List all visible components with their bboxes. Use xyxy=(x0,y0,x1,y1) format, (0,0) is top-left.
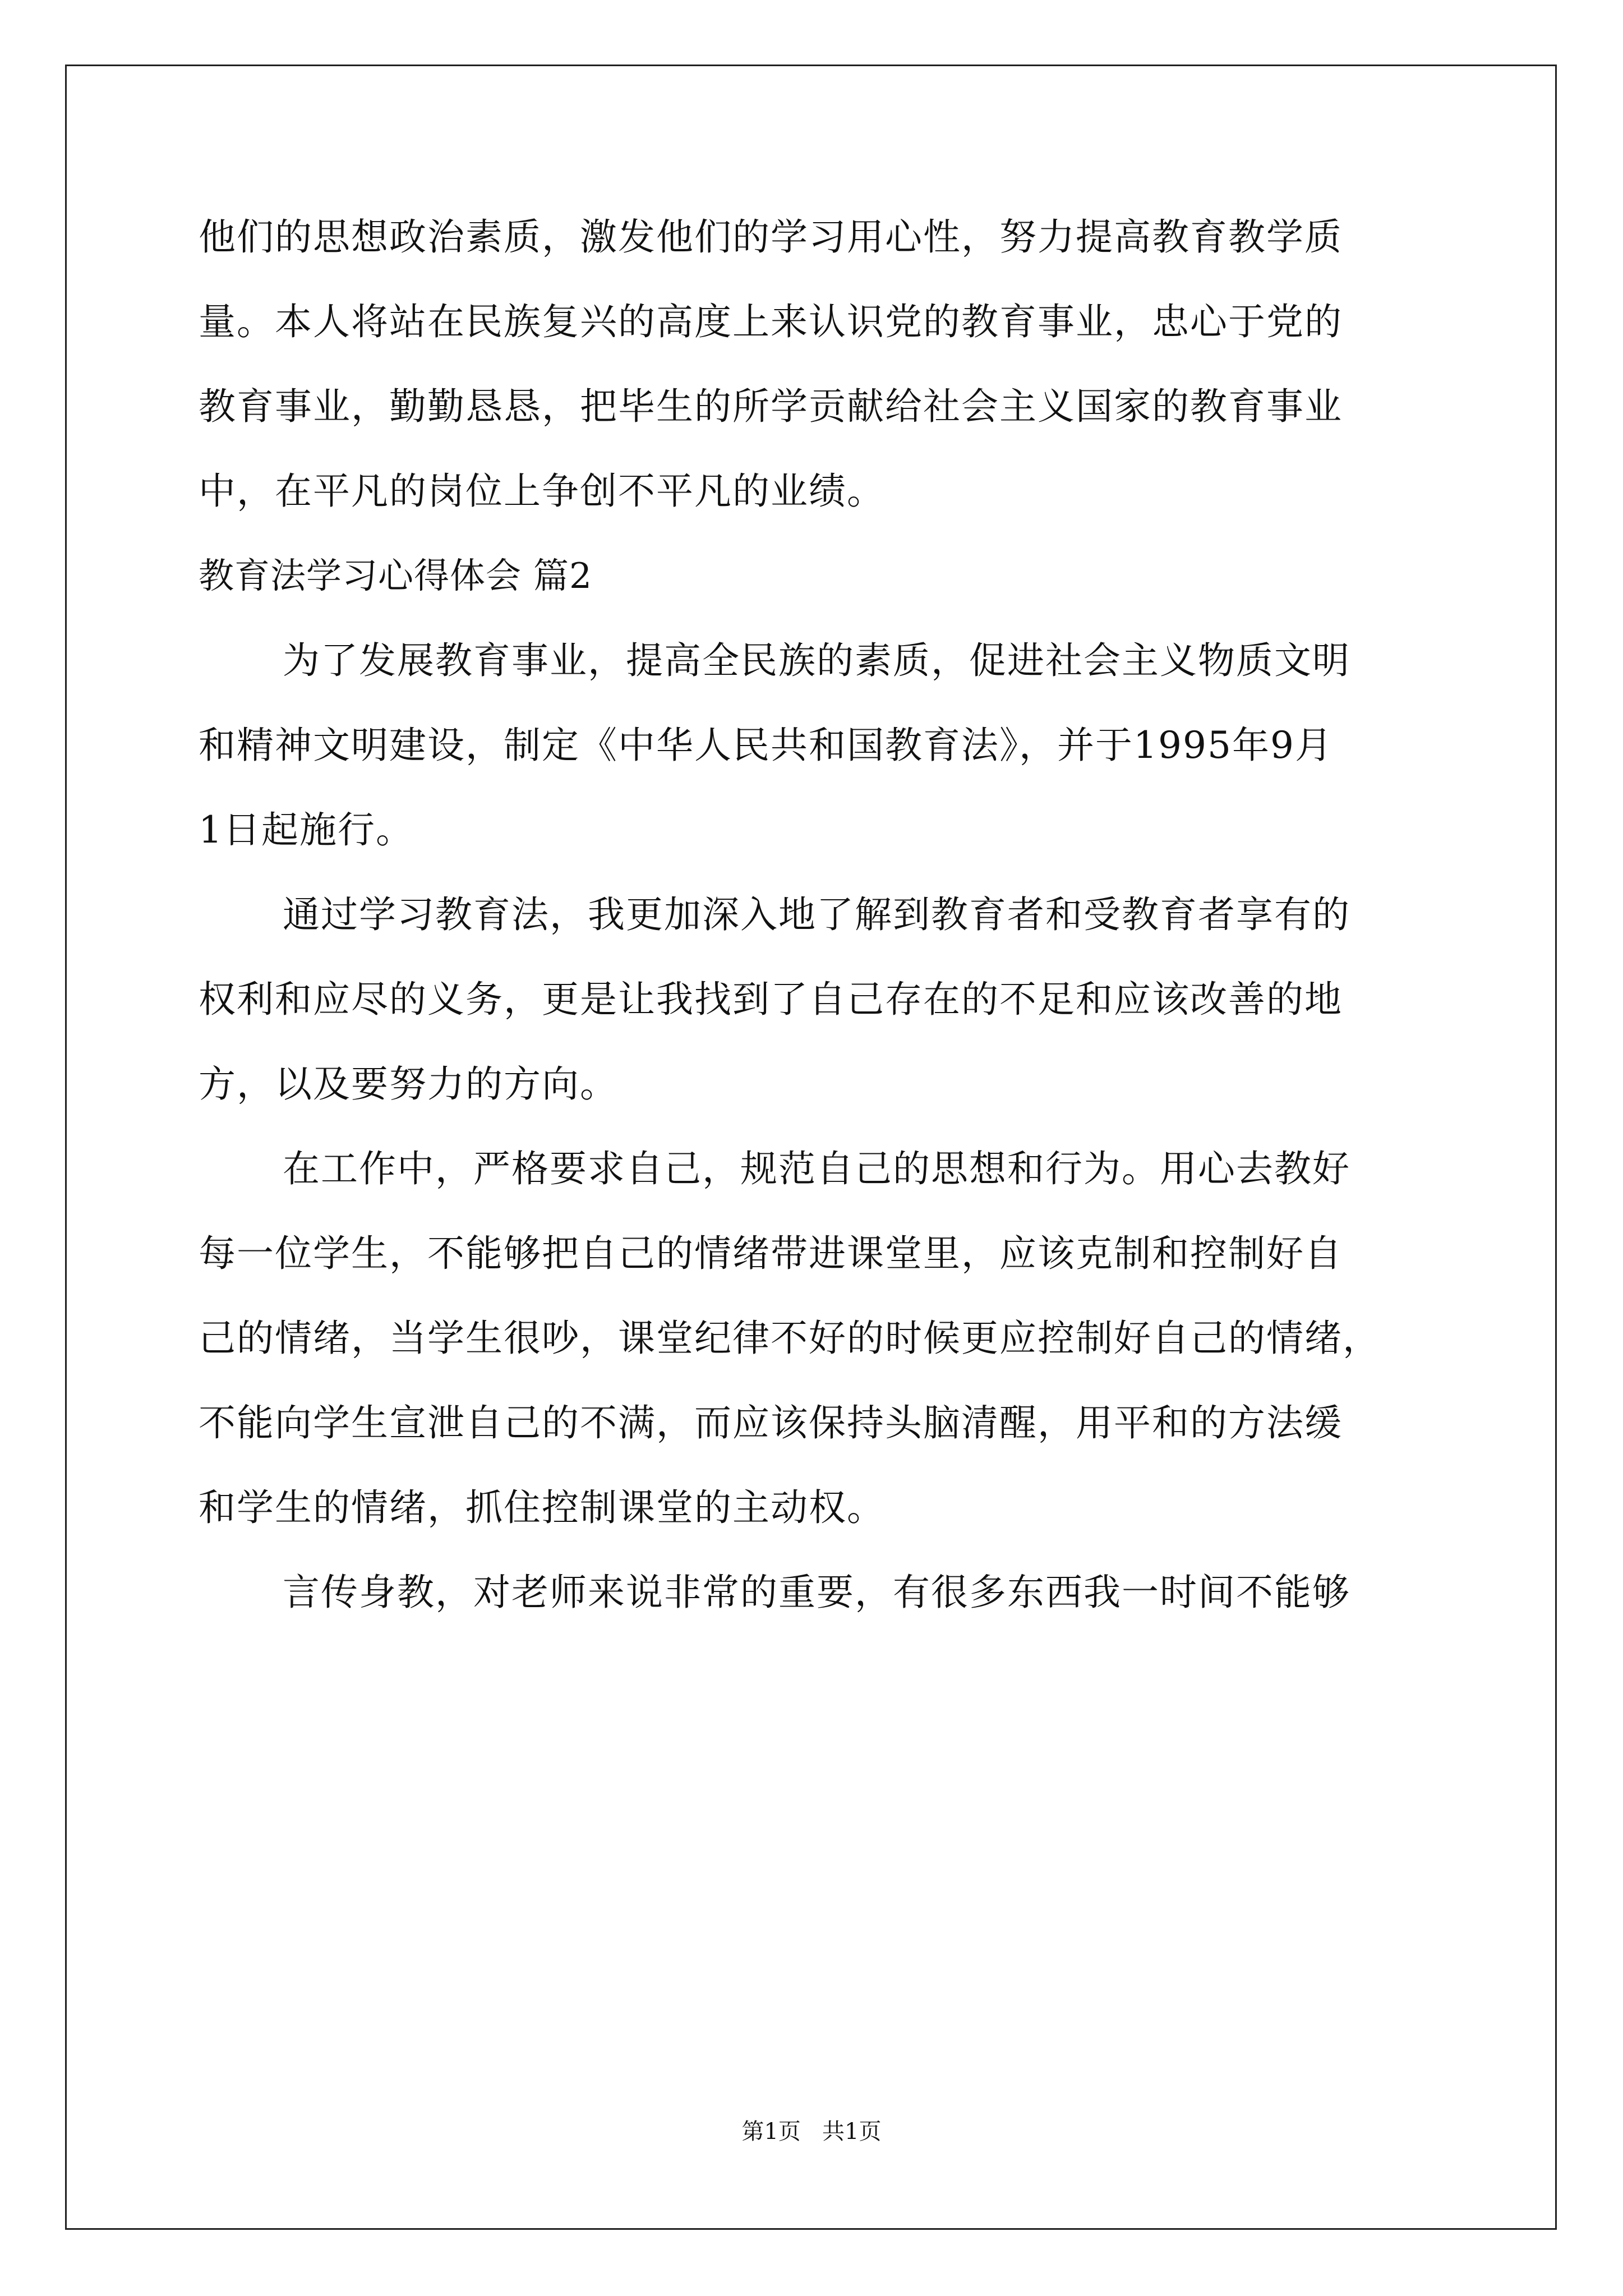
paragraph-line: 和学生的情绪，抓住控制课堂的主动权。 xyxy=(199,1486,885,1529)
paragraph-line: 中，在平凡的岗位上争创不平凡的业绩。 xyxy=(199,470,885,513)
paragraph-line: 权利和应尽的义务，更是让我找到了自己存在的不足和应该改善的地 xyxy=(199,978,1343,1021)
paragraph-line: 方，以及要努力的方向。 xyxy=(199,1062,618,1106)
paragraph-line: 为了发展教育事业，提高全民族的素质，促进社会主义物质文明 xyxy=(283,639,1350,682)
paragraph-line: 量。本人将站在民族复兴的高度上来认识党的教育事业，忠心于党的 xyxy=(199,300,1343,343)
paragraph-line: 1日起施行。 xyxy=(199,808,414,852)
paragraph-line: 他们的思想政治素质，激发他们的学习用心性，努力提高教育教学质 xyxy=(199,215,1343,259)
paragraph-line: 教育事业，勤勤恳恳，把毕生的所学贡献给社会主义国家的教育事业 xyxy=(199,385,1343,428)
section-heading: 教育法学习心得体会 篇2 xyxy=(199,555,593,596)
paragraph-line: 己的情绪，当学生很吵，课堂纪律不好的时候更应控制好自己的情绪， xyxy=(199,1317,1381,1360)
paragraph-line: 在工作中，严格要求自己，规范自己的思想和行为。用心去教好 xyxy=(283,1147,1350,1190)
paragraph-line: 言传身教，对老师来说非常的重要，有很多东西我一时间不能够 xyxy=(283,1571,1350,1614)
page-number: 第1页 共1页 xyxy=(741,2119,882,2145)
paragraph-line: 每一位学生，不能够把自己的情绪带进课堂里，应该克制和控制好自 xyxy=(199,1232,1343,1275)
paragraph-line: 通过学习教育法，我更加深入地了解到教育者和受教育者享有的 xyxy=(283,893,1350,936)
paragraph-line: 和精神文明建设，制定《中华人民共和国教育法》，并于1995年9月 xyxy=(199,724,1333,767)
document-body xyxy=(199,215,1432,1659)
paragraph-line: 不能向学生宣泄自己的不满，而应该保持头脑清醒，用平和的方法缓 xyxy=(199,1401,1343,1444)
